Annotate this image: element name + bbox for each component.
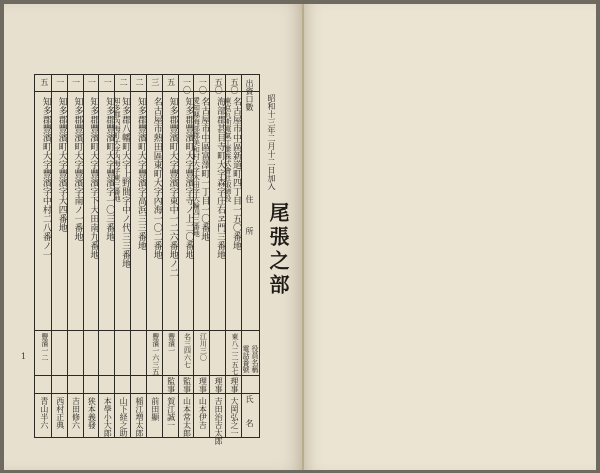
column-divider-7 — [130, 75, 131, 437]
row-4-count: 五 — [166, 78, 176, 86]
row-2-address2: 愛知縣海部郡美和村大字木田字大輪四三番地 — [192, 97, 201, 237]
row-0-count: 五〇 — [230, 78, 239, 94]
row-5-name: 前田顯 — [150, 397, 160, 421]
row-0-address2: 東京瓦斯電氣工業株式會社取締役 — [224, 97, 232, 202]
row-0-name: 大岡弘之一 — [230, 397, 239, 437]
row-2-name: 山本伊吉 — [198, 397, 208, 429]
row-0-address: 名古屋市中區新道町四丁目一五〇番地 — [231, 97, 241, 250]
row-8-address: 知多郡豐濱町大字豐濱字一〇三番地 — [104, 97, 115, 241]
row-3-count: 一〇 — [182, 78, 192, 94]
header-name: 氏 名 — [245, 395, 254, 427]
row-9-address: 知多郡豐濱町大字豐濱字下大田南九番地 — [88, 97, 99, 259]
column-divider-9 — [98, 75, 99, 437]
page-number: 1 — [21, 352, 27, 361]
header-phone: 電話番號 — [242, 345, 250, 373]
row-4-name: 賀江誠一 — [166, 397, 176, 429]
section-title: 尾張之部 — [266, 202, 290, 298]
column-divider-2 — [209, 75, 210, 437]
row-11-name: 西村正典 — [55, 397, 65, 429]
row-7-address: 知多郡八幡町大字上野間字中ノ代三三番地 — [120, 97, 131, 268]
row-10-count: 一 — [71, 78, 81, 86]
row-3-name: 山本常太郎 — [182, 397, 192, 437]
row-3-role: 監事 — [182, 377, 192, 393]
header-address: 住 所 — [245, 195, 254, 235]
row-2-address: 名古屋市中區富澤町一丁目一〇番地 — [199, 97, 210, 241]
row-11-address: 知多郡豐濱町大字豐濱字大四番地 — [56, 97, 67, 232]
row-1-role: 理事 — [214, 377, 224, 393]
row-9-count: 一 — [87, 78, 97, 86]
book-spread — [4, 4, 596, 470]
row-0-phone: 東八二二五七 — [231, 333, 239, 375]
row-1-count: 五〇 — [214, 78, 224, 94]
row-1-name: 吉田治吉太郎 — [214, 397, 224, 445]
row-12-count: 五 — [39, 78, 49, 86]
row-4-role: 監事 — [166, 377, 176, 393]
row-4-phone: 豐濱一 — [167, 333, 176, 354]
row-9-name: 狭本義發 — [87, 397, 97, 429]
row-7-count: 二 — [119, 78, 129, 86]
row-6-count: 二 — [134, 78, 144, 86]
header-role: 役員名稱 — [251, 345, 259, 373]
member-table — [34, 74, 260, 445]
row-5-phone: 豐濱一六三五 — [151, 333, 160, 375]
column-divider-6 — [146, 75, 147, 437]
row-10-address: 知多郡豐濱町大字豐濱字南ノ一番地 — [72, 97, 83, 241]
row-12-name: 青山半六 — [39, 397, 49, 429]
row-1-address: 海部郡甚目寺町大字森字庄右ヱ門三番地 — [215, 97, 226, 259]
row-12-phone: 豐濱一二 — [40, 333, 49, 361]
date-note: 昭和十三年二月十二日加入 — [267, 94, 276, 190]
left-page — [4, 4, 304, 470]
row-10-name: 吉田修六 — [71, 397, 81, 429]
row-5-count: 三 — [150, 78, 160, 86]
row-12-address: 知多郡豐濱町大字豐濱字中村二八番ノ一 — [40, 97, 51, 259]
row-3-address: 知多郡豐濱町大字豐濱字寺ノ上二〇番地 — [183, 97, 194, 259]
right-page-blank — [304, 4, 596, 470]
row-3-phone: 名三四六七 — [183, 333, 192, 368]
header-count: 出資口數 — [245, 79, 254, 111]
row-2-count: 一〇 — [198, 78, 208, 94]
row-5-address: 名古屋市熱田區東町大字內海一〇二番地 — [151, 97, 162, 259]
row-6-name: 稲江増太郎 — [134, 397, 144, 437]
column-divider-0 — [241, 75, 242, 437]
row-8-count: 一 — [103, 78, 113, 86]
row-8-name: 本學小大郎 — [103, 397, 113, 437]
row-7-name: 山下経之助 — [119, 397, 129, 437]
row-6-address: 知多郡豐濱町大字豐濱字高浜三三番地 — [135, 97, 146, 250]
row-4-address: 知多郡豐濱町大字豐濱字東中一二六番地ノ二 — [167, 97, 178, 277]
row-2-phone: 江川三〇 — [199, 333, 208, 361]
row-11-count: 一 — [55, 78, 65, 86]
row-0-role: 理事 — [230, 377, 239, 393]
row-7-address2: 知多郡內海町大字內海字東三番地 — [113, 97, 122, 202]
row-2-role: 理事 — [198, 377, 208, 393]
